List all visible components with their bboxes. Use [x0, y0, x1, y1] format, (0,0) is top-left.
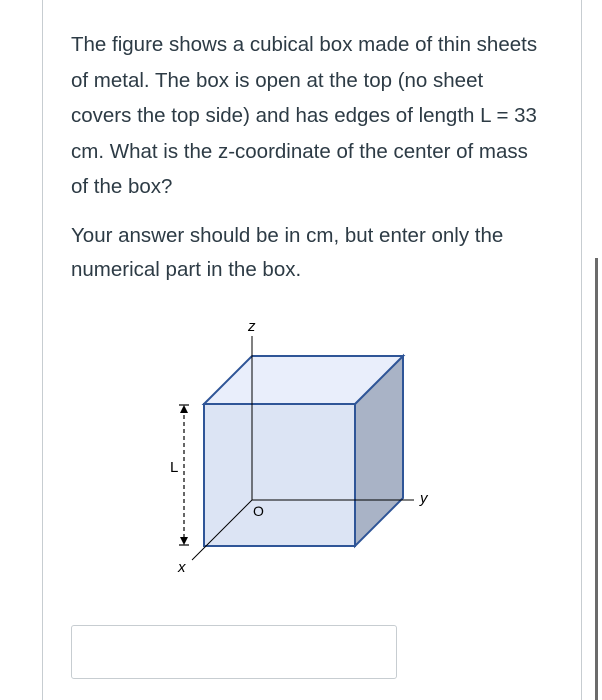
length-label: L: [170, 459, 179, 476]
origin-label: O: [253, 503, 264, 519]
scrollbar-indicator[interactable]: [595, 258, 598, 700]
question-text: The figure shows a cubical box made of thin sheets of metal. The box is open at the top (no sheet covers the top side) and has edges of length L = 33 cm. What is the z-coordinate of the center of mass of the box?: [71, 33, 538, 198]
length-arrow-up: [180, 405, 188, 413]
y-label: y: [420, 490, 428, 507]
z-label: z: [248, 318, 256, 335]
x-label: x: [178, 559, 186, 576]
length-arrow-down: [180, 537, 188, 545]
answer-instruction: Your answer should be in cm, but enter only the numerical part in the box.: [71, 224, 504, 281]
answer-input[interactable]: [71, 625, 397, 679]
cube-figure: [150, 305, 450, 585]
